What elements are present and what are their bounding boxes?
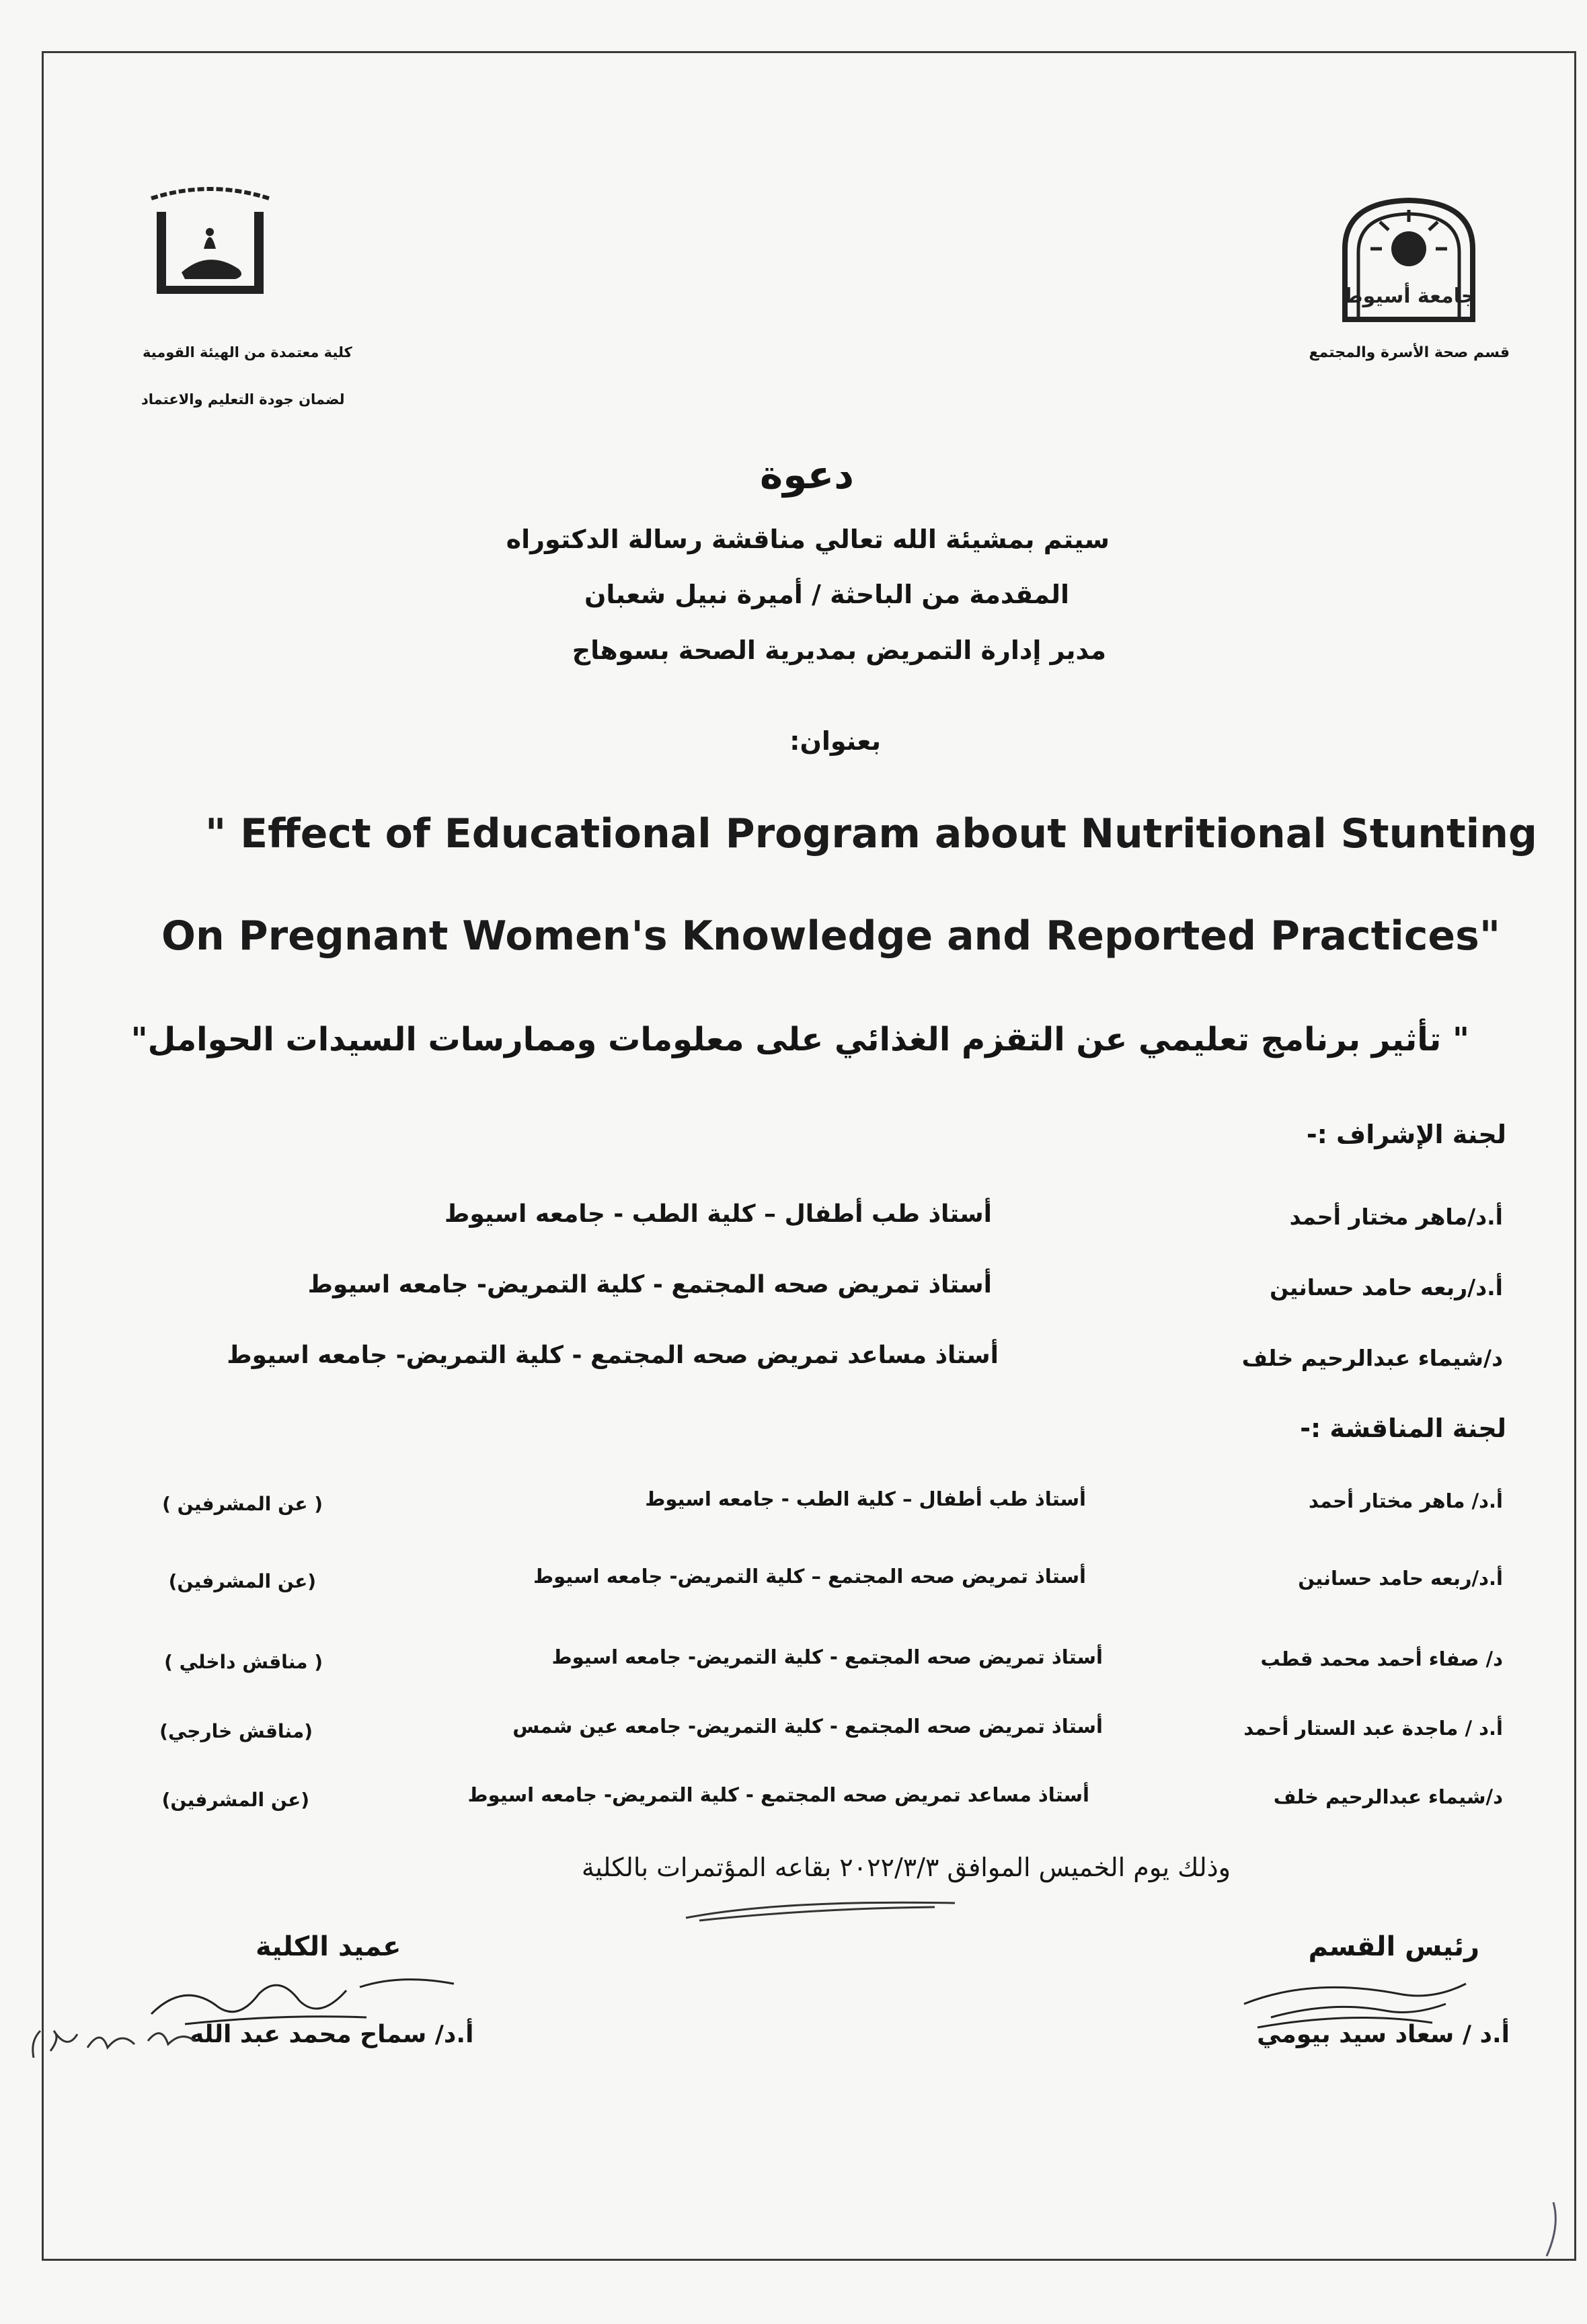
handwritten-margin-note bbox=[20, 2011, 222, 2071]
university-logo-text: جامعة أسيوط bbox=[1342, 284, 1476, 308]
examiner-name: أ.د / ماجدة عبد الستار أحمد bbox=[1243, 1717, 1503, 1740]
invitation-line-2: المقدمة من الباحثة / أميرة نبيل شعبان bbox=[584, 580, 1069, 609]
supervisor-role: أستاذ مساعد تمريض صحه المجتمع - كلية التمريض- جامعه اسيوط bbox=[227, 1342, 999, 1369]
invitation-heading: دعوة bbox=[760, 452, 854, 498]
margin-mark bbox=[1540, 2199, 1567, 2259]
dept-head-title: رئيس القسم bbox=[1308, 1931, 1479, 1962]
supervisor-role: أستاذ طب أطفال – كلية الطب - جامعه اسيوط bbox=[444, 1200, 992, 1228]
supervisor-role: أستاذ تمريض صحه المجتمع - كلية التمريض- جامعه اسيوط bbox=[307, 1271, 992, 1299]
examiner-name: د/ صفاء أحمد محمد قطب bbox=[1260, 1648, 1503, 1670]
dean-name: أ.د/ سماح محمد عبد الله bbox=[190, 2021, 474, 2048]
invitation-line-1: سيتم بمشيئة الله تعالي مناقشة رسالة الدكتوراه bbox=[506, 525, 1110, 554]
supervisor-name: د/شيماء عبدالرحيم خلف bbox=[1241, 1345, 1503, 1371]
examiner-role: أستاذ طب أطفال – كلية الطب - جامعه اسيوط bbox=[645, 1487, 1086, 1510]
examiner-name: أ.د/ربعه حامد حسانين bbox=[1298, 1567, 1503, 1590]
supervisor-name: أ.د/ماهر مختار أحمد bbox=[1289, 1204, 1503, 1230]
faculty-logo bbox=[145, 185, 276, 299]
thesis-title-en-line-1: " Effect of Educational Program about Nutritional Stunting bbox=[205, 810, 1537, 857]
dean-title: عميد الكلية bbox=[256, 1931, 401, 1962]
department-name: قسم صحة الأسرة والمجتمع bbox=[1309, 344, 1510, 361]
date-underline-scribble bbox=[679, 1896, 962, 1923]
examiner-note: (عن المشرفين) bbox=[168, 1570, 316, 1592]
supervisor-name: أ.د/ربعه حامد حسانين bbox=[1270, 1274, 1503, 1301]
examiner-role: أستاذ تمريض صحه المجتمع – كلية التمريض- جامعه اسيوط bbox=[533, 1565, 1086, 1588]
thesis-title-en-line-2: On Pregnant Women's Knowledge and Reported Practices" bbox=[161, 913, 1501, 960]
discussion-heading: لجنة المناقشة :- bbox=[1300, 1413, 1506, 1443]
examiner-role: أستاذ تمريض صحه المجتمع - كلية التمريض- جامعه اسيوط bbox=[551, 1645, 1103, 1668]
university-logo bbox=[1338, 195, 1479, 323]
date-line: وذلك يوم الخميس الموافق ٢٠٢٢/٣/٣ بقاعه المؤتمرات بالكلية bbox=[581, 1853, 1231, 1882]
supervision-heading: لجنة الإشراف :- bbox=[1306, 1120, 1506, 1149]
invitation-line-3: مدير إدارة التمريض بمديرية الصحة بسوهاج bbox=[572, 635, 1106, 665]
document-border bbox=[42, 51, 1576, 2261]
examiner-note: ( مناقش داخلي ) bbox=[164, 1651, 323, 1673]
examiner-name: أ.د/ ماهر مختار أحمد bbox=[1308, 1489, 1503, 1512]
examiner-role: أستاذ مساعد تمريض صحه المجتمع - كلية التمريض- جامعه اسيوط bbox=[467, 1783, 1089, 1806]
examiner-name: د/شيماء عبدالرحيم خلف bbox=[1273, 1785, 1503, 1808]
accreditation-line-1: كلية معتمدة من الهيئة القومية bbox=[143, 344, 352, 360]
accreditation-line-2: لضمان جودة التعليم والاعتماد bbox=[141, 391, 345, 408]
thesis-title-ar: " تأثير برنامج تعليمي عن التقزم الغذائي على معلومات وممارسات السيدات الحوامل" bbox=[130, 1021, 1469, 1058]
examiner-note: ( عن المشرفين ) bbox=[162, 1493, 323, 1515]
title-label: بعنوان: bbox=[789, 726, 881, 756]
examiner-note: (مناقش خارجي) bbox=[159, 1720, 313, 1742]
examiner-note: (عن المشرفين) bbox=[161, 1789, 309, 1811]
dept-head-name: أ.د / سعاد سيد بيومي bbox=[1257, 2021, 1510, 2048]
examiner-role: أستاذ تمريض صحه المجتمع - كلية التمريض- جامعه عين شمس bbox=[512, 1715, 1103, 1738]
